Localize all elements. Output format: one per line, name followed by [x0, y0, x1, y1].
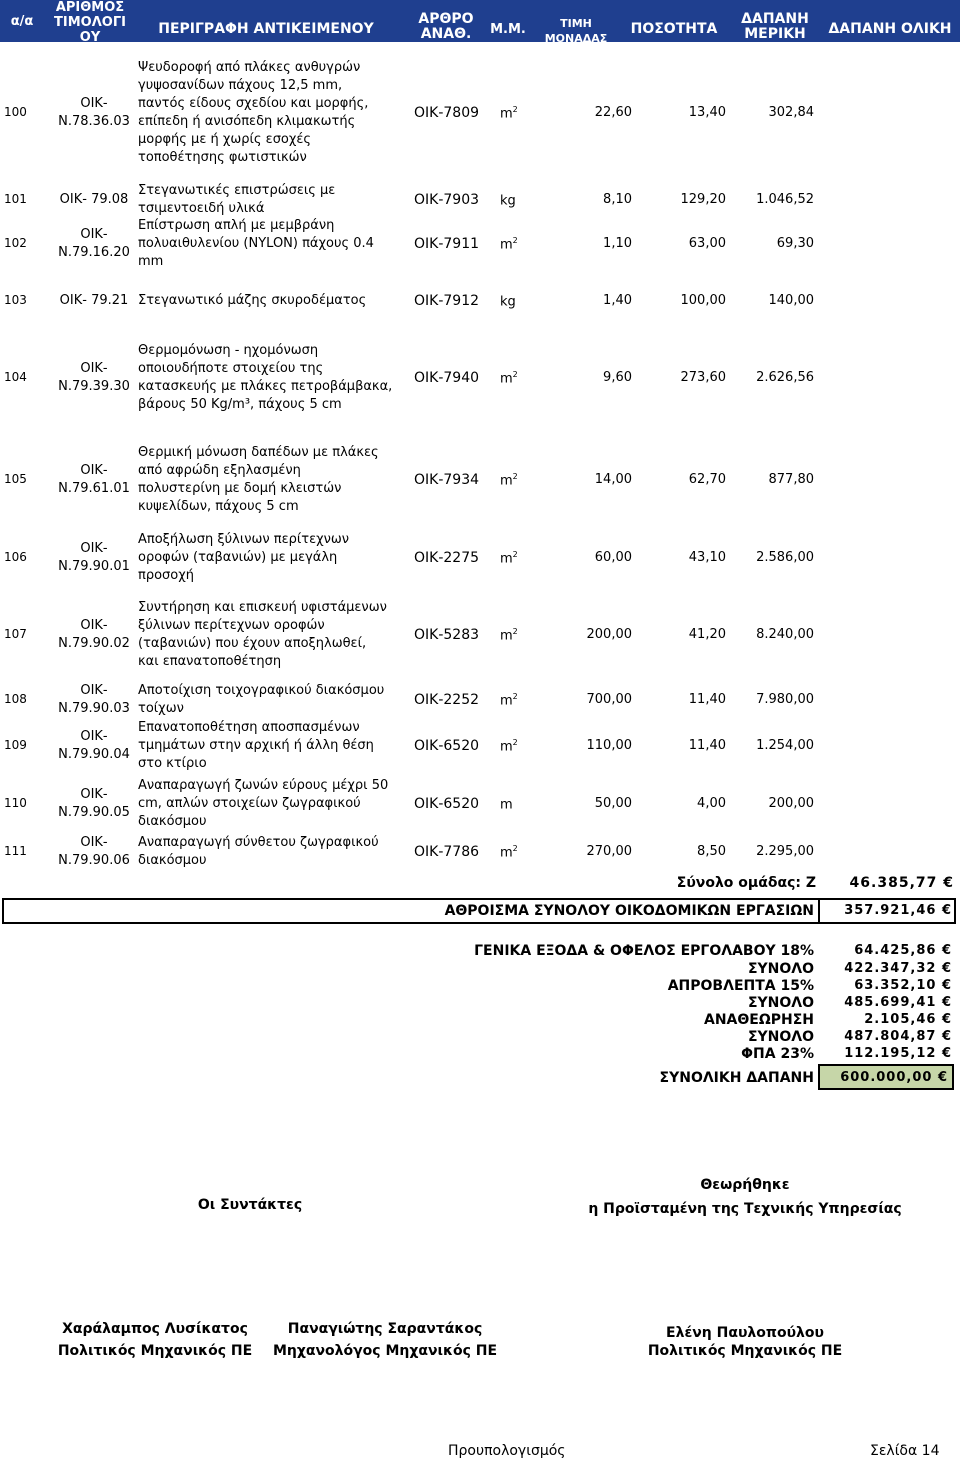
approved-line1: Θεωρήθηκε [700, 1177, 790, 1193]
row-code [52, 292, 136, 310]
row-aa: 106 [4, 550, 27, 564]
code-line2: Ν.79.90.05 [58, 805, 130, 820]
row-quantity: 13,40 [688, 105, 726, 120]
row-description [138, 682, 406, 718]
code-line1: ΟΙΚ- [80, 463, 108, 478]
row-aa: 102 [4, 236, 27, 250]
code-line2: Ν.79.39.30 [58, 379, 130, 394]
row-unit-price: 14,00 [594, 472, 632, 487]
row-unit-measure [500, 293, 516, 309]
desc-line: βάρους 50 Kg/m³, πάχους 5 cm [138, 397, 342, 412]
desc-line: Αποτοίχιση τοιχογραφικού διακόσμου [138, 683, 385, 698]
row-mm: m [500, 845, 513, 861]
desc-line: πολυαιθυλενίου (NYLON) πάχους 0.4 [138, 236, 374, 251]
authors-label: Οι Συντάκτες [197, 1197, 303, 1213]
row-code [52, 360, 136, 396]
row-mm: kg [500, 294, 516, 310]
desc-line: πολυστερίνη με δομή κλειστών [138, 481, 342, 496]
desc-line: (ταβανιών) που έχουν αποξηλωθεί, [138, 636, 367, 651]
row-article: ΟΙΚ-7940 [414, 370, 480, 386]
row-code [52, 95, 136, 131]
table-row [0, 720, 960, 772]
code-line1: ΟΙΚ- [80, 618, 108, 633]
summary-value: 422.347,32 € [844, 961, 952, 976]
header-part-line1: ΔΑΠΑΝΗ [741, 11, 809, 27]
row-code [52, 540, 136, 576]
desc-line: διακόσμου [138, 814, 207, 829]
row-partial-cost: 200,00 [768, 796, 814, 811]
row-unit-price: 1,10 [603, 236, 632, 251]
row-mm: m [500, 693, 513, 709]
desc-line: Αναπαραγωγή ζωνών εύρους μέχρι 50 [138, 778, 389, 793]
row-code [52, 682, 136, 718]
header-art-line1: ΑΡΘΡΟ [418, 11, 474, 27]
table-row [0, 290, 960, 312]
row-mm-sup: 2 [512, 692, 518, 701]
row-aa: 103 [4, 293, 27, 307]
row-unit-measure [500, 692, 518, 708]
person2-title: Μηχανολόγος Μηχανικός ΠΕ [272, 1343, 498, 1359]
desc-line: οροφών (ταβανιών) με μεγάλη [138, 550, 338, 565]
code-line2: Ν.79.61.01 [58, 481, 130, 496]
desc-line: από αφρώδη εξηλασμένη [138, 463, 301, 478]
row-description [138, 599, 406, 671]
desc-line: Στεγανωτικό μάζης σκυροδέματος [138, 293, 367, 308]
row-description [138, 342, 406, 414]
row-unit-measure [500, 738, 518, 754]
row-mm: m [500, 106, 513, 122]
code-line1: ΟΙΚ- [80, 683, 108, 698]
desc-line: τοίχων [138, 701, 184, 716]
row-article: ΟΙΚ-7809 [414, 105, 480, 121]
row-code [52, 226, 136, 262]
desc-line: τμημάτων στην αρχική ή άλλη θέση [138, 738, 374, 753]
row-unit-measure [500, 844, 518, 860]
header-part [730, 12, 820, 42]
code-line2: Ν.79.90.04 [58, 747, 130, 762]
footer-left: Προυπολογισμός [448, 1443, 566, 1459]
row-unit-price: 1,40 [603, 293, 632, 308]
row-mm-sup: 2 [512, 105, 518, 114]
row-mm-sup: 2 [512, 236, 518, 245]
row-mm-sup: 2 [512, 844, 518, 853]
row-mm: m [500, 551, 513, 567]
row-unit-measure [500, 550, 518, 566]
row-code [52, 728, 136, 764]
desc-line: Επανατοποθέτηση αποσπασμένων [138, 720, 360, 735]
row-quantity: 129,20 [680, 192, 726, 207]
desc-line: επίπεδη ή ανισόπεδη κλιμακωτής [138, 114, 356, 129]
final-total-value: 600.000,00 € [840, 1070, 948, 1085]
desc-line: τσιμεντοειδή υλικά [138, 201, 265, 216]
row-quantity: 273,60 [680, 370, 726, 385]
row-mm-sup: 2 [512, 738, 518, 747]
row-article: ΟΙΚ-5283 [414, 627, 480, 643]
row-mm-sup: 2 [512, 472, 518, 481]
desc-line: μορφής με ή χωρίς εσοχές [138, 132, 312, 147]
row-mm-sup: 2 [512, 627, 518, 636]
row-mm: m [500, 628, 513, 644]
header-desc: ΠΕΡΙΓΡΑΦΗ ΑΝΤΙΚΕΙΜΕΝΟΥ [158, 21, 374, 37]
row-article: ΟΙΚ-7912 [414, 293, 480, 309]
header-art-line2: ΑΝΑΘ. [420, 26, 472, 42]
approved-line2: η Προϊσταμένη της Τεχνικής Υπηρεσίας [588, 1201, 902, 1217]
row-quantity: 11,40 [688, 738, 726, 753]
grand-total-divider [818, 898, 820, 924]
row-article: ΟΙΚ-7786 [414, 844, 480, 860]
code-line1: ΟΙΚ- [80, 835, 108, 850]
row-unit-price: 200,00 [586, 627, 632, 642]
code-line1: ΟΙΚ- [80, 729, 108, 744]
row-mm-sup: 2 [512, 550, 518, 559]
row-unit-measure [500, 370, 518, 386]
row-unit-price: 50,00 [594, 796, 632, 811]
header-tim-line1: ΑΡΙΘΜΟΣ [55, 0, 125, 15]
header-unit-line1: ΤΙΜΗ [560, 17, 592, 30]
header-qty: ΠΟΣΟΤΗΤΑ [630, 21, 718, 37]
row-mm: m [500, 237, 513, 253]
row-quantity: 100,00 [680, 293, 726, 308]
summary-value: 2.105,46 € [864, 1012, 952, 1027]
row-quantity: 11,40 [688, 692, 726, 707]
person1-name: Χαράλαμπος Λυσίκατος [62, 1321, 248, 1337]
table-header [0, 0, 960, 45]
desc-line: και επανατοποθέτηση [138, 654, 282, 669]
row-description [138, 217, 406, 271]
header-tim [44, 0, 136, 45]
header-mm: Μ.Μ. [490, 22, 526, 37]
grand-total-label: ΑΘΡΟΙΣΜΑ ΣΥΝΟΛΟΥ ΟΙΚΟΔΟΜΙΚΩΝ ΕΡΓΑΣΙΩΝ [444, 903, 814, 919]
code-line2: Ν.78.36.03 [58, 114, 130, 129]
row-partial-cost: 2.586,00 [756, 550, 814, 565]
row-unit-price: 60,00 [594, 550, 632, 565]
desc-line: Συντήρηση και επισκευή υφιστάμενων [138, 600, 387, 615]
header-tim-line3: ΟΥ [79, 30, 101, 45]
row-unit-measure [500, 192, 516, 208]
table-row [0, 778, 960, 830]
row-description [138, 531, 406, 585]
row-partial-cost: 8.240,00 [756, 627, 814, 642]
row-aa: 110 [4, 796, 27, 810]
row-mm: m [500, 739, 513, 755]
row-article: ΟΙΚ-7903 [414, 192, 480, 208]
code-line2: Ν.79.90.06 [58, 853, 130, 868]
code-line1: ΟΙΚ- [80, 96, 108, 111]
table-row [0, 340, 960, 416]
desc-line: οποιουδήποτε στοιχείου της [138, 361, 324, 376]
summary-label: ΓΕΝΙΚΑ ΕΞΟΔΑ & ΟΦΕΛΟΣ ΕΡΓΟΛΑΒΟΥ 18% [474, 943, 814, 959]
person2-name: Παναγιώτης Σαραντάκος [287, 1321, 483, 1337]
row-mm: m [500, 473, 513, 489]
footer-right: Σελίδα 14 [870, 1443, 940, 1459]
table-row [0, 58, 960, 168]
header-unit-line2: ΜΟΝΑΔΑΣ [544, 32, 608, 45]
row-description [138, 444, 406, 516]
desc-line: mm [138, 254, 164, 269]
row-mm-sup: 2 [512, 370, 518, 379]
row-code [52, 834, 136, 870]
person3-title: Πολιτικός Μηχανικός ΠΕ [647, 1343, 843, 1359]
row-partial-cost: 2.626,56 [756, 370, 814, 385]
code-line1: ΟΙΚ- [80, 787, 108, 802]
row-quantity: 8,50 [697, 844, 726, 859]
desc-line: κατασκευής με πλάκες πετροβάμβακα, [138, 379, 393, 394]
desc-line: Θερμική μόνωση δαπέδων με πλάκες [138, 445, 379, 460]
row-quantity: 62,70 [688, 472, 726, 487]
desc-line: στο κτίριο [138, 756, 207, 771]
row-code [52, 462, 136, 498]
row-description [138, 292, 406, 310]
row-unit-price: 270,00 [586, 844, 632, 859]
table-row [0, 598, 960, 672]
header-unit [536, 16, 616, 46]
code-line1: ΟΙΚ- [80, 541, 108, 556]
code-line1: ΟΙΚ- 79.21 [59, 293, 129, 308]
row-article: ΟΙΚ-7934 [414, 472, 480, 488]
person3-name: Ελένη Παυλοπούλου [666, 1325, 824, 1341]
row-unit-price: 110,00 [586, 738, 632, 753]
summary-value: 64.425,86 € [854, 943, 952, 958]
desc-line: παντός είδους σχεδίου και μορφής, [138, 96, 369, 111]
final-total-label: ΣΥΝΟΛΙΚΗ ΔΑΠΑΝΗ [659, 1070, 814, 1086]
desc-line: Θερμομόνωση - ηχομόνωση [138, 343, 319, 358]
summary-label: ΑΠΡΟΒΛΕΠΤΑ 15% [667, 978, 814, 994]
summary-label: ΑΝΑΘΕΩΡΗΣΗ [703, 1012, 814, 1028]
row-partial-cost: 1.046,52 [756, 192, 814, 207]
desc-line: κυψελίδων, πάχους 5 cm [138, 499, 299, 514]
code-line1: ΟΙΚ- [80, 227, 108, 242]
desc-line: τοποθέτησης φωτιστικών [138, 150, 307, 165]
code-line2: Ν.79.16.20 [58, 245, 130, 260]
header-part-line2: ΜΕΡΙΚΗ [744, 26, 806, 42]
header-aa: α/α [10, 14, 34, 29]
desc-line: Αναπαραγωγή σύνθετου ζωγραφικού [138, 835, 379, 850]
desc-line: γυψοσανίδων πάχους 12,5 mm, [138, 78, 343, 93]
group-total-value: 46.385,77 € [849, 875, 954, 891]
row-unit-price: 8,10 [603, 192, 632, 207]
row-aa: 104 [4, 370, 27, 384]
row-quantity: 43,10 [688, 550, 726, 565]
row-code [52, 786, 136, 822]
desc-line: Αποξήλωση ξύλινων περίτεχνων [138, 532, 350, 547]
row-partial-cost: 1.254,00 [756, 738, 814, 753]
row-partial-cost: 877,80 [768, 472, 814, 487]
group-total-label: Σύνολο ομάδας: Ζ [676, 875, 816, 891]
desc-line: cm, απλών στοιχείων ζωγραφικού [138, 796, 361, 811]
table-row [0, 680, 960, 720]
row-article: ΟΙΚ-7911 [414, 236, 480, 252]
row-code [52, 617, 136, 653]
code-line2: Ν.79.90.02 [58, 636, 130, 651]
row-unit-measure [500, 796, 513, 812]
row-unit-measure [500, 105, 518, 121]
row-quantity: 4,00 [697, 796, 726, 811]
desc-line: Στεγανωτικές επιστρώσεις με [138, 183, 336, 198]
row-mm: m [500, 797, 513, 813]
code-line1: ΟΙΚ- 79.08 [59, 192, 129, 207]
row-partial-cost: 2.295,00 [756, 844, 814, 859]
summary-label: ΦΠΑ 23% [741, 1046, 814, 1062]
row-aa: 107 [4, 627, 27, 641]
row-aa: 101 [4, 192, 27, 206]
code-line2: Ν.79.90.01 [58, 559, 130, 574]
row-description [138, 182, 406, 218]
grand-total-value: 357.921,46 € [844, 903, 952, 918]
summary-value: 63.352,10 € [854, 978, 952, 993]
row-unit-measure [500, 236, 518, 252]
row-partial-cost: 7.980,00 [756, 692, 814, 707]
code-line1: ΟΙΚ- [80, 361, 108, 376]
summary-label: ΣΥΝΟΛΟ [747, 961, 814, 977]
summary-value: 487.804,87 € [844, 1029, 952, 1044]
row-mm: m [500, 371, 513, 387]
desc-line: Ψευδοροφή από πλάκες ανθυγρών [138, 60, 361, 75]
row-description [138, 719, 406, 773]
row-partial-cost: 69,30 [776, 236, 814, 251]
row-description [138, 834, 406, 870]
table-row [0, 834, 960, 870]
summary-value: 112.195,12 € [844, 1046, 952, 1061]
row-partial-cost: 140,00 [768, 293, 814, 308]
row-aa: 111 [4, 844, 27, 858]
row-aa: 108 [4, 692, 27, 706]
desc-line: ξύλινων περίτεχνων οροφών [138, 618, 325, 633]
table-row [0, 180, 960, 220]
row-partial-cost: 302,84 [768, 105, 814, 120]
row-mm: kg [500, 193, 516, 209]
row-article: ΟΙΚ-6520 [414, 796, 480, 812]
table-row [0, 442, 960, 518]
row-unit-price: 9,60 [603, 370, 632, 385]
row-article: ΟΙΚ-2275 [414, 550, 480, 566]
table-row [0, 218, 960, 270]
desc-line: διακόσμου [138, 853, 207, 868]
row-unit-measure [500, 472, 518, 488]
header-tim-line2: ΤΙΜΟΛΟΓΙ [54, 15, 126, 30]
row-unit-price: 22,60 [594, 105, 632, 120]
person1-title: Πολιτικός Μηχανικός ΠΕ [57, 1343, 253, 1359]
row-description [138, 777, 406, 831]
row-aa: 109 [4, 738, 27, 752]
header-art [406, 12, 486, 42]
row-aa: 105 [4, 472, 27, 486]
table-row [0, 530, 960, 586]
row-aa: 100 [4, 105, 27, 119]
row-quantity: 63,00 [688, 236, 726, 251]
row-quantity: 41,20 [688, 627, 726, 642]
summary-value: 485.699,41 € [844, 995, 952, 1010]
row-article: ΟΙΚ-6520 [414, 738, 480, 754]
row-unit-price: 700,00 [586, 692, 632, 707]
row-article: ΟΙΚ-2252 [414, 692, 480, 708]
header-total: ΔΑΠΑΝΗ ΟΛΙΚΗ [828, 21, 952, 37]
row-code [52, 191, 136, 209]
row-unit-measure [500, 627, 518, 643]
code-line2: Ν.79.90.03 [58, 701, 130, 716]
desc-line: Επίστρωση απλή με μεμβράνη [138, 218, 335, 233]
summary-label: ΣΥΝΟΛΟ [747, 995, 814, 1011]
summary-label: ΣΥΝΟΛΟ [747, 1029, 814, 1045]
row-description [138, 59, 406, 167]
desc-line: προσοχή [138, 568, 194, 583]
